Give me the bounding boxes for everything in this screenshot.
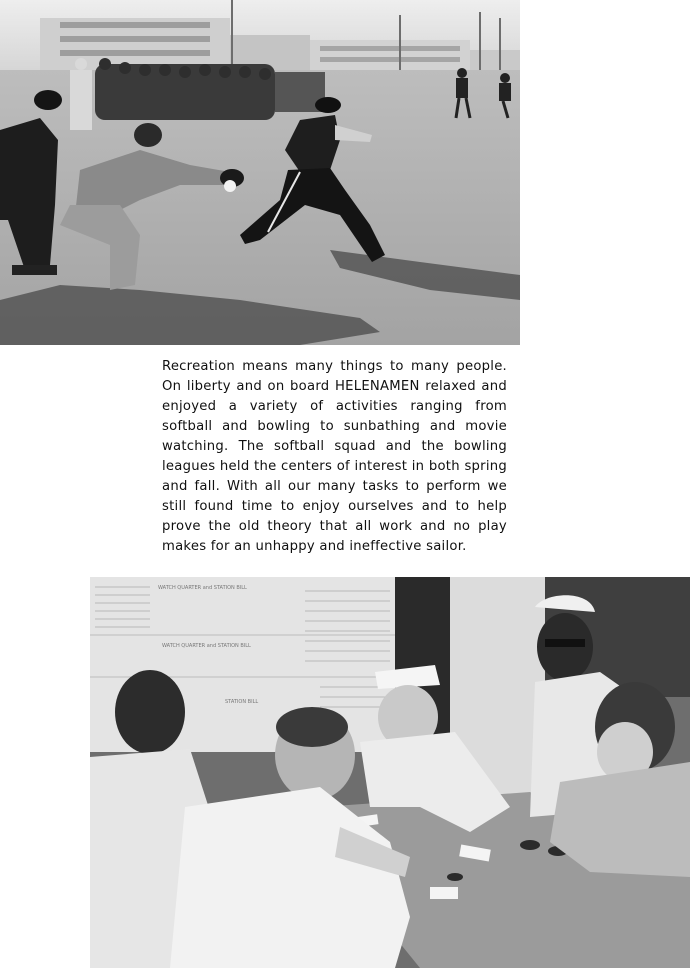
board-heading-1: WATCH QUARTER and STATION BILL: [158, 585, 247, 591]
card-game-photo: [90, 577, 690, 968]
recreation-caption: Recreation means many things to many people. On liberty and on board HELENAMEN relaxed and enjoyed a variety of activities ranging from softball and bowling to sunbathing and movie watching. The softball squad and the bowling leagues held the centers of interest in both spring and fall. With all our many tasks to perform we still found time to enjoy ourselves and to help prove the old theory that all work and no play makes for an unhappy and ineffective sailor.: [162, 359, 507, 554]
board-heading-2: WATCH QUARTER and STATION BILL: [162, 643, 251, 649]
softball-scene: [0, 0, 520, 345]
softball-photo: [0, 0, 520, 345]
card-game-scene: [90, 577, 690, 968]
board-heading-3: STATION BILL: [225, 699, 259, 705]
